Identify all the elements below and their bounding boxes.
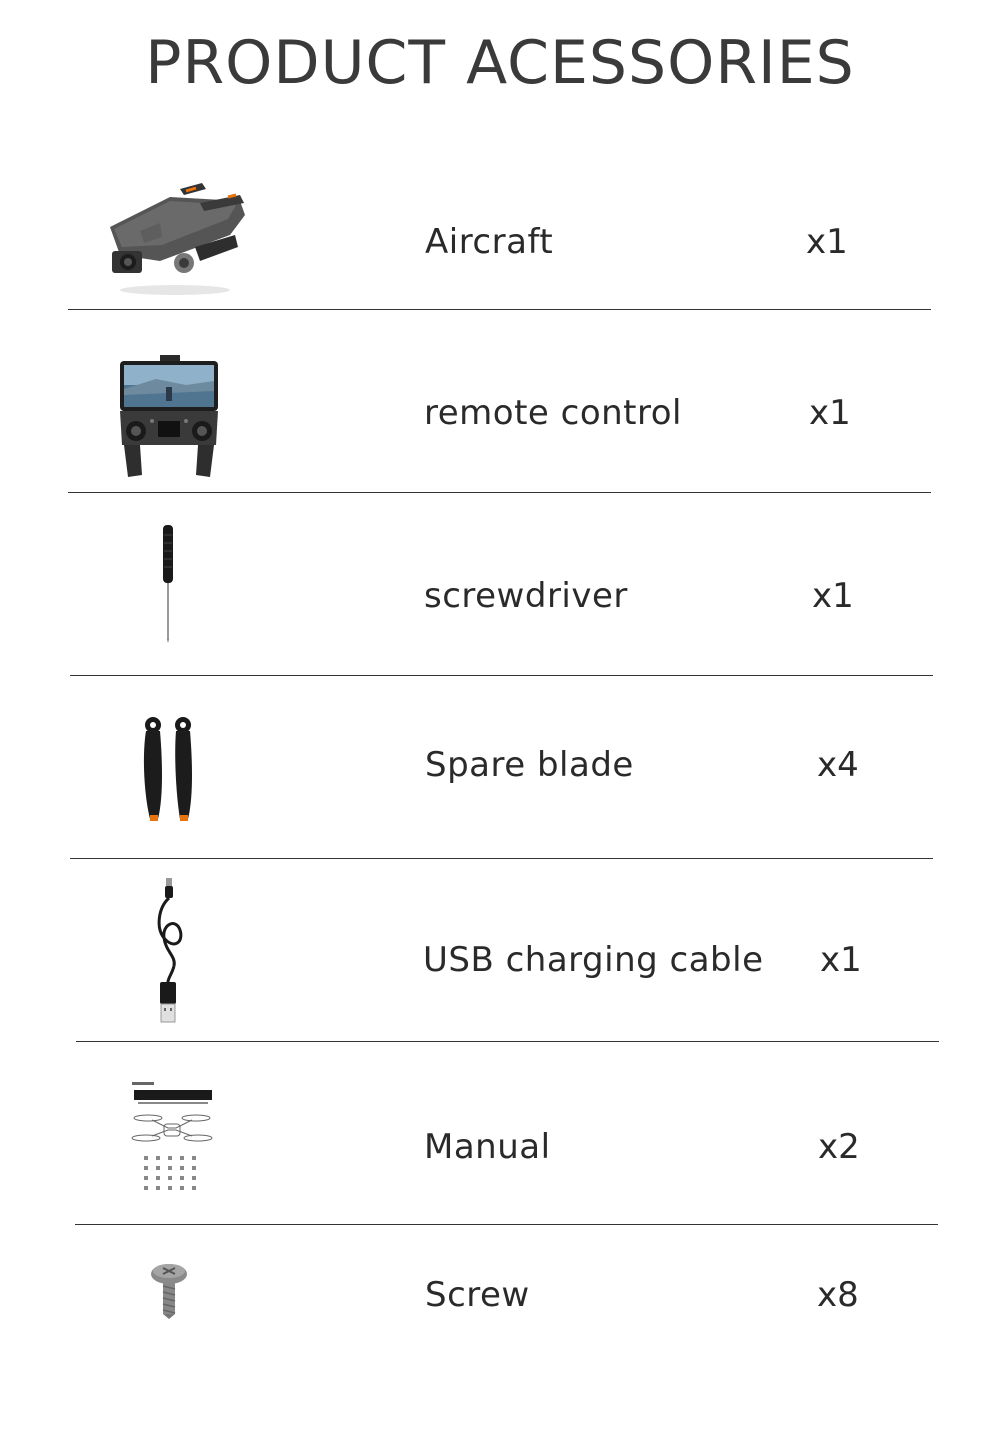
page-title: PRODUCT ACESSORIES: [145, 28, 855, 98]
drone-image: [100, 175, 250, 300]
item-qty-aircraft: x1: [806, 222, 848, 262]
screw-image: [148, 1262, 190, 1320]
item-qty-manual: x2: [818, 1127, 860, 1167]
item-qty-spare-blade: x4: [817, 745, 859, 785]
row-divider: [76, 1041, 939, 1042]
row-divider: [75, 1224, 938, 1225]
usb-cable-image: [150, 878, 194, 1026]
item-qty-screwdriver: x1: [812, 576, 854, 616]
row-divider: [68, 492, 931, 493]
remote-control-image: [116, 355, 222, 480]
item-qty-usb-charging-cable: x1: [820, 940, 862, 980]
item-name-spare-blade: Spare blade: [425, 745, 634, 785]
row-divider: [70, 675, 933, 676]
item-name-screw: Screw: [425, 1275, 530, 1315]
row-divider: [68, 309, 931, 310]
manual-image: [128, 1080, 216, 1198]
row-divider: [70, 858, 933, 859]
item-name-manual: Manual: [424, 1127, 551, 1167]
screwdriver-image: [156, 525, 180, 643]
propeller-blades-image: [138, 715, 200, 823]
item-name-aircraft: Aircraft: [425, 222, 554, 262]
item-name-remote-control: remote control: [424, 393, 682, 433]
item-name-screwdriver: screwdriver: [424, 576, 628, 616]
item-qty-remote-control: x1: [809, 393, 851, 433]
item-name-usb-charging-cable: USB charging cable: [423, 940, 764, 980]
item-qty-screw: x8: [817, 1275, 859, 1315]
